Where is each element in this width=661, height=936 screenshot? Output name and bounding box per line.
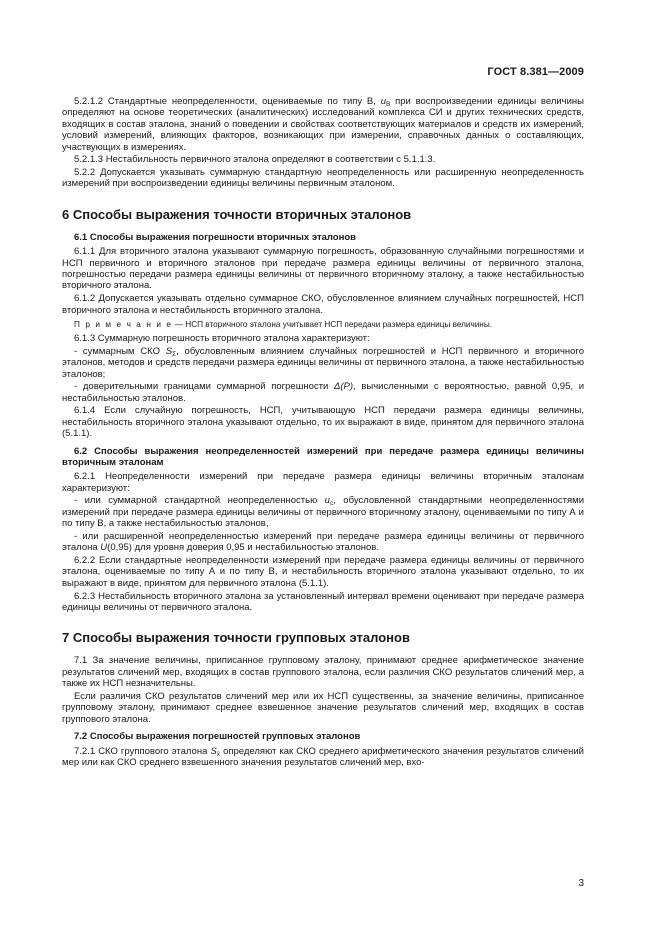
page-number: 3 <box>578 878 584 889</box>
paragraph-7-1-b: Если различия СКО результатов сличений мер или их НСП существенны, за значение величины, приписанное групповому эталону, принимают среднее взвешенное значение результатов сличений мер, входящих в состав группового эталона. <box>62 690 584 725</box>
note-text: — НСП вторичного эталона учитывает НСП передачи размера единицы величины. <box>172 319 492 329</box>
math-var: Δ(P) <box>333 381 354 393</box>
text-run: - или суммарной стандартной неопределенностью <box>74 495 325 507</box>
text-run: - доверительными границами суммарной погрешности <box>74 381 334 393</box>
paragraph-6-1-3: 6.1.3 Суммарную погрешность вторичного эталона характеризуют: <box>74 332 370 344</box>
math-var: U <box>100 542 108 554</box>
text-run: - суммарным СКО <box>74 345 166 357</box>
math-var: S <box>165 345 173 357</box>
paragraph-5-2-1-2 <box>62 96 584 153</box>
paragraph-6-2-1-b <box>62 531 584 554</box>
paragraph-6-2-3: 6.2.3 Нестабильность вторичного эталона за установленный интервал времени оценивают при передаче размера единицы величины от первичного эталона. <box>62 590 584 613</box>
text-run: , вычисленными с вероятностью, равной 0,95, и нестабильностью эталонов. <box>62 381 584 404</box>
math-var: u <box>324 495 330 507</box>
text-run: 5.2.1.2 Стандартные неопределенности, оцениваемые по типу В, <box>74 96 381 107</box>
paragraph-7-2-1 <box>62 746 584 769</box>
paragraph-5-2-2: 5.2.2 Допускается указывать суммарную стандартную неопределенность или расширенную неопределенность измерений при воспроизведении единицы величины первичным эталоном. <box>62 167 584 190</box>
math-sub: x̄ <box>216 750 221 758</box>
math-var: S <box>210 745 217 757</box>
paragraph-5-2-1-3: 5.2.1.3 Нестабильность первичного эталона определяют в соответствии с 5.1.1.3. <box>74 154 436 166</box>
text-run: 7.2.1 СКО группового эталона <box>74 745 211 757</box>
text-run: при воспроизведении единицы величины определяют на основе теоретических (аналитических) исследований комплекса СИ и других технических средств, входящих в состав эталона, знаний о поведении и свойствах соответствующих материалов и средств их измерений, условий измерений, влияющих факторов, возникающих при измерении, справочных данных о составляющих, участвующих в измерениях. <box>62 96 584 153</box>
paragraph-6-2-2: 6.2.2 Если стандартные неопределенности измерений при передаче размера единицы величины от первичного эталона, оцениваемые по типу А и по типу В, и нестабильность вторичного эталона указывают отдельно, то их выражают в виде, принятом для первичного эталона (5.1.1). <box>62 555 584 589</box>
text-run: - или расширенной неопределенностью измерений при передаче размера единицы величины от первичного эталона <box>62 530 584 554</box>
math-var: u <box>380 96 386 107</box>
math-sub: c <box>329 500 334 508</box>
section-7-heading: 7 Способы выражения точности групповых эталонов <box>62 630 410 646</box>
math-sub: B <box>385 101 391 108</box>
subsection-6-2-heading: 6.2 Способы выражения неопределенностей измерений при передаче размера единицы величины вторичным эталонам <box>62 445 584 468</box>
paragraph-6-1-4: 6.1.4 Если случайную погрешность, НСП, учитывающую НСП передачи размера единицы величины, нестабильность вторичного эталона указывают отдельно, то их выражают в виде, принятом для первичного эталона (5.1.1). <box>62 405 584 440</box>
text-run: , обусловленным влиянием случайных погрешностей и НСП первичного и вторичного эталонов, методов и средств передачи размера единицы величины от первичного эталона, а также нестабильностью эталонов; <box>62 345 585 380</box>
paragraph-6-1-3-b <box>62 381 584 404</box>
section-6-heading: 6 Способы выражения точности вторичных эталонов <box>62 206 412 222</box>
math-sub: Σ <box>172 350 177 358</box>
paragraph-6-1-3-a <box>62 346 584 380</box>
note <box>74 319 584 330</box>
paragraph-6-1-2: 6.1.2 Допускается указывать отдельно суммарное СКО, обусловленное влиянием случайных погрешностей, НСП вторичного эталона и нестабильность вторичного эталона. <box>62 293 584 316</box>
document-body <box>62 96 584 770</box>
text-run: (0,95) для уровня доверия 0,95 и нестабильностью эталонов. <box>107 542 379 554</box>
document-header: ГОСТ 8.381—2009 <box>487 66 584 78</box>
note-label: П р и м е ч а н и е <box>74 319 173 329</box>
text-run: , обусловленной стандартными неопределенностями измерений при передаче размера единицы величины от первичного вторичному эталону, оцениваемыми по типу А и по типу В, а также нестабильностью эталонов, <box>62 495 584 530</box>
subsection-6-1-heading: 6.1 Способы выражения погрешности вторичных эталонов <box>74 231 356 243</box>
paragraph-6-1-1: 6.1.1 Для вторичного эталона указывают суммарную погрешность, образованную случайными погрешностями и НСП первичного и вторичного эталонов при передаче размера единицы величины от первичного эталона, погрешностью передачи размера единицы величины от первичного вторичному эталону, а также нестабильностью вторичного эталона. <box>62 246 584 292</box>
paragraph-7-1: 7.1 За значение величины, приписанное групповому эталону, принимают среднее арифметическое значение результатов сличений мер, входящих в состав группового эталона, если различия СКО результатов сличений мер, а также их НСП незначительны. <box>62 655 584 690</box>
paragraph-6-2-1: 6.2.1 Неопределенности измерений при передаче размера единицы величины вторичным эталонам характеризуют: <box>62 471 584 494</box>
paragraph-6-2-1-a <box>62 495 584 529</box>
subsection-7-2-heading: 7.2 Способы выражения погрешностей групповых эталонов <box>74 731 361 743</box>
text-run: определяют как СКО среднего арифметического значения результатов сличений мер или как СКО среднего взвешенного значения результатов сличений мер, вхо- <box>62 745 584 768</box>
